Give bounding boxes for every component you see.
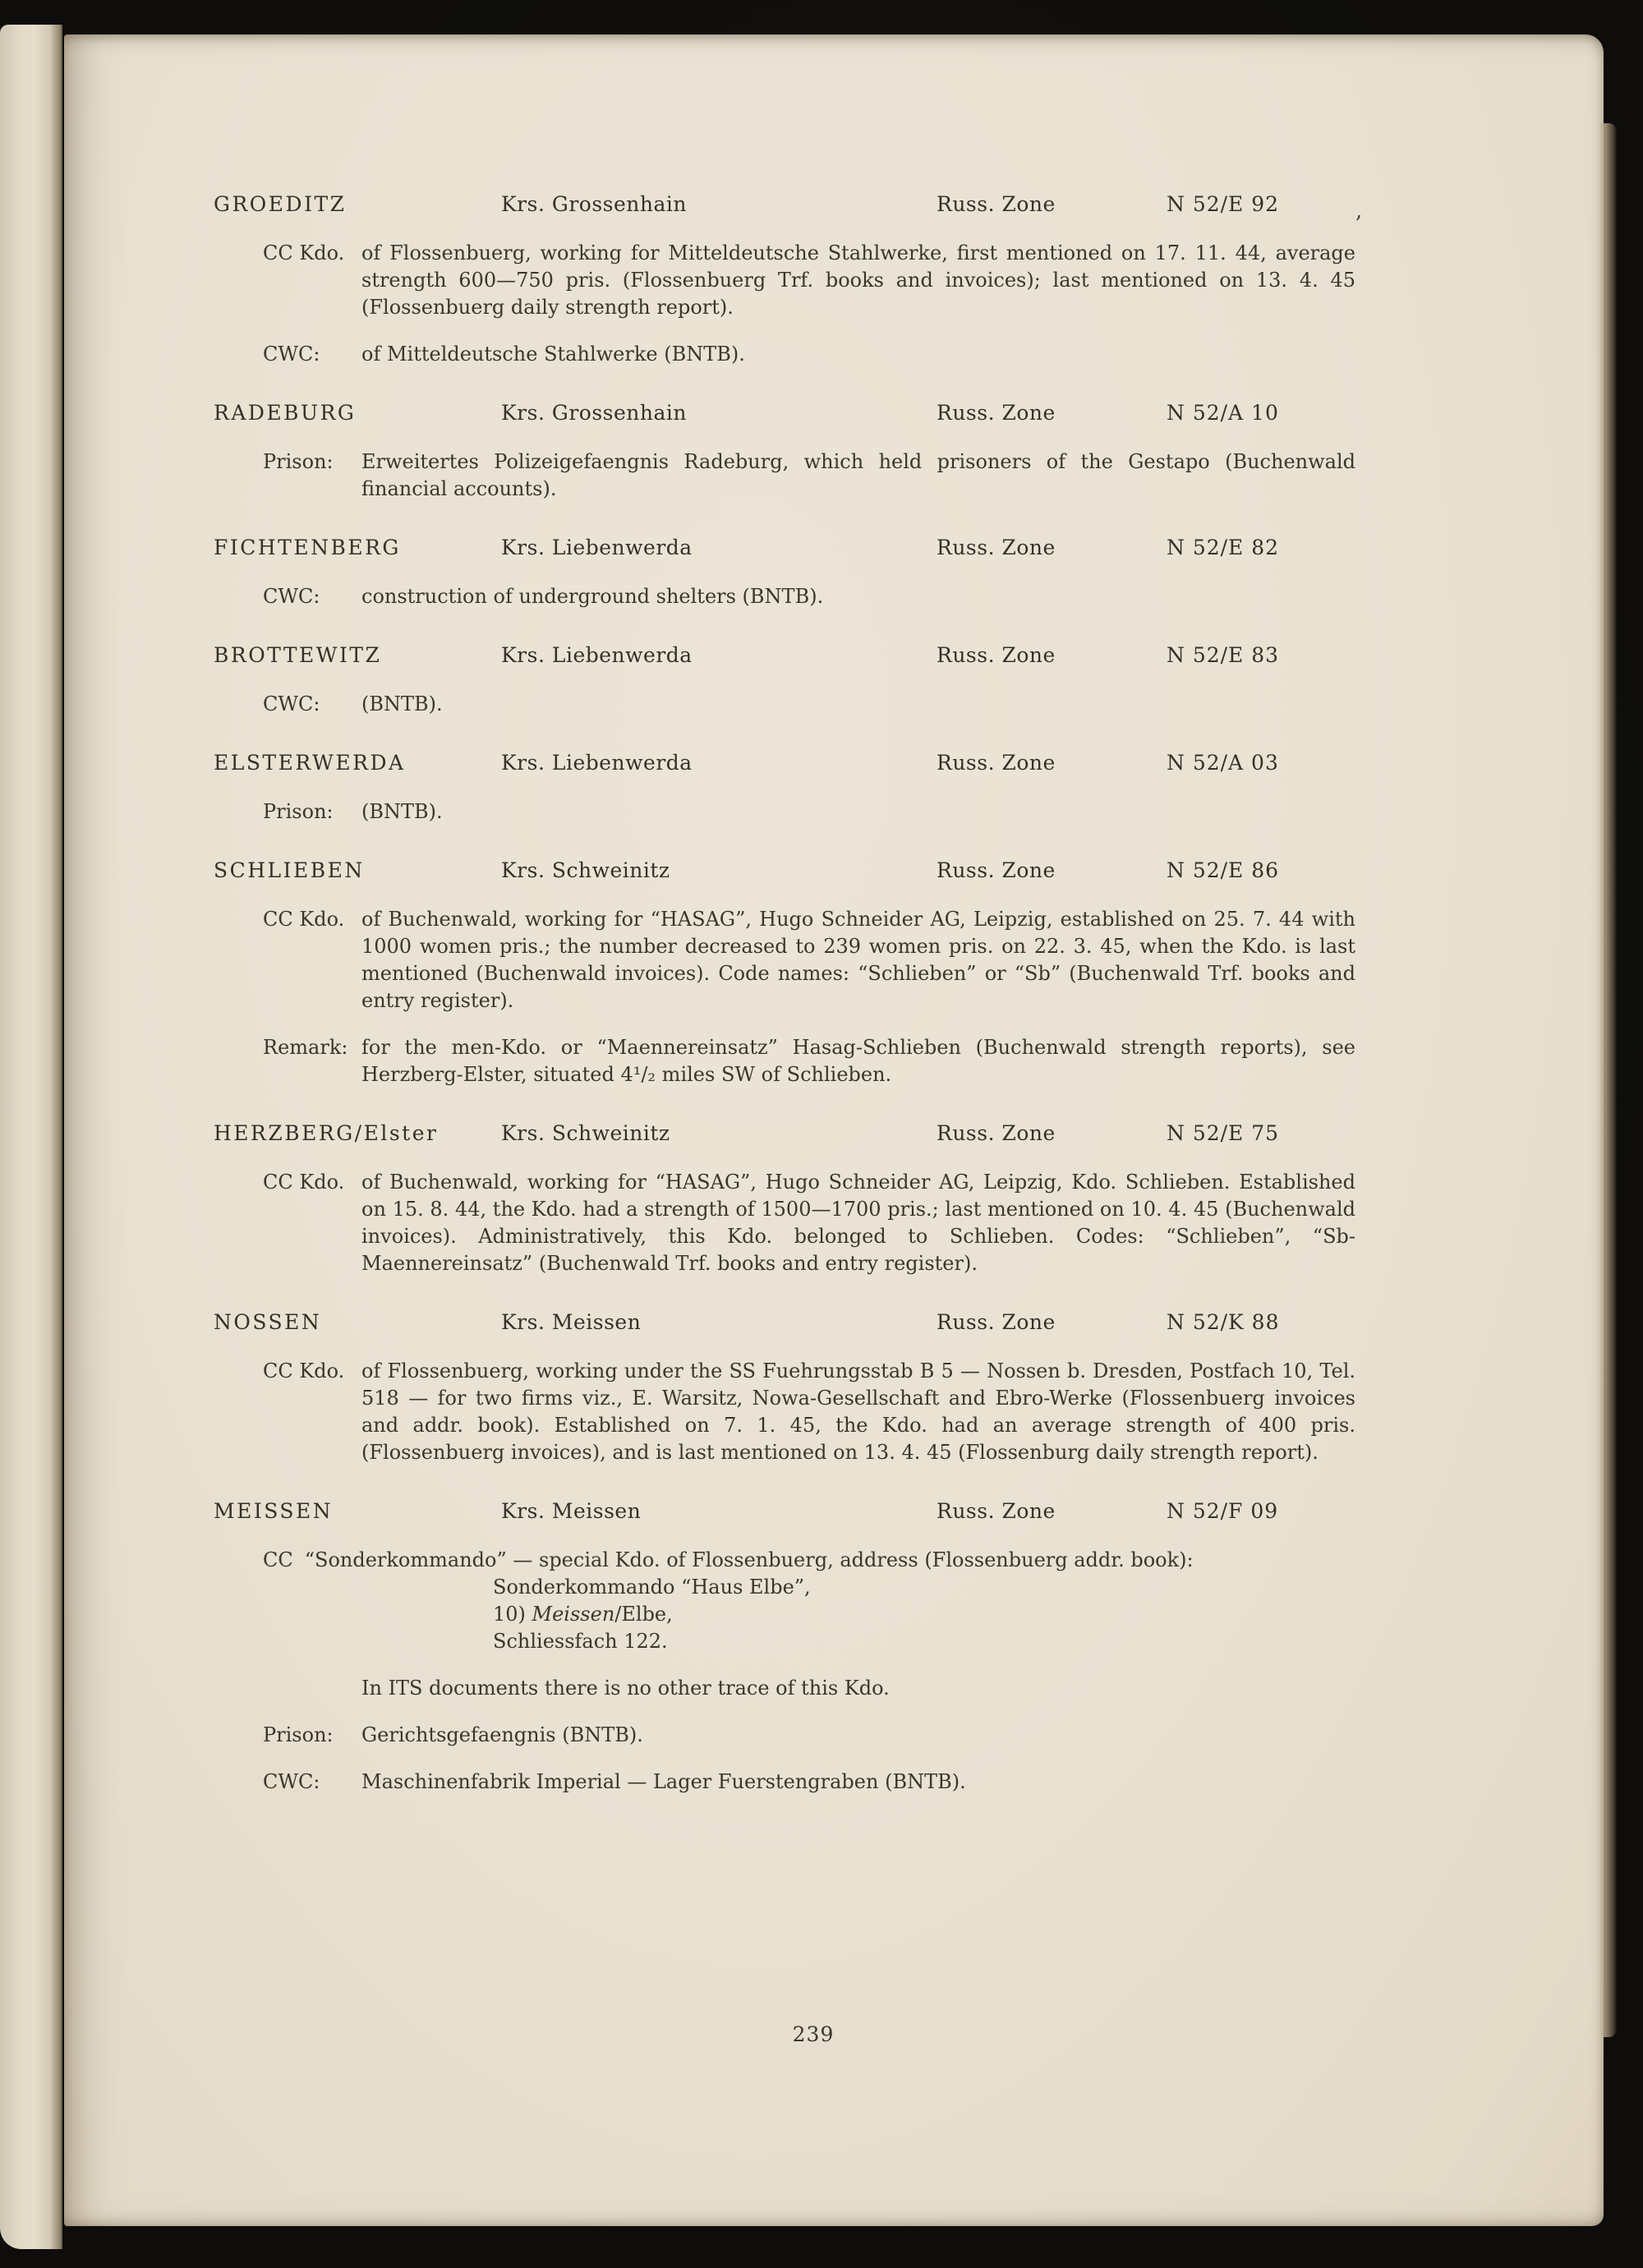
entry-place-name: MEISSEN: [214, 1499, 334, 1523]
entry-header-row: [214, 401, 1446, 429]
entry-body: [214, 583, 1446, 610]
entry-paragraph: [263, 1169, 1355, 1277]
page-stack-edge: [1600, 123, 1617, 2037]
address-line-prefix: 10): [493, 1603, 532, 1626]
entry-paragraph: [263, 341, 1355, 368]
paragraph-label: CC Kdo.: [263, 908, 345, 931]
paragraph-text: In ITS documents there is no other trace of this Kdo.: [361, 1677, 890, 1700]
entry-map-grid-reference: N 52/A 03: [1167, 751, 1279, 775]
entry-district: Krs. Meissen: [501, 1310, 642, 1334]
entry-district: Krs. Meissen: [501, 1499, 642, 1523]
paragraph-text: Gerichtsgefaengnis (BNTB).: [361, 1723, 643, 1746]
address-line-suffix: /Elbe,: [614, 1603, 673, 1626]
entry-header-row: [214, 643, 1446, 671]
entry-paragraph: [263, 1722, 1355, 1749]
paragraph-label: Prison:: [263, 450, 334, 473]
entry-header-row: [214, 751, 1446, 779]
camp-entry: [214, 536, 1446, 610]
entry-occupation-zone: Russ. Zone: [937, 192, 1056, 216]
entry-map-grid-reference: N 52/E 82: [1167, 536, 1280, 559]
paragraph-text: “Sonderkommando” — special Kdo. of Flossenbuerg, address (Flossenbuerg addr. book):: [304, 1548, 1194, 1571]
paragraph-label: CWC:: [263, 1770, 320, 1793]
entry-place-name: RADEBURG: [214, 401, 357, 425]
paragraph-text: of Buchenwald, working for “HASAG”, Hugo Schneider AG, Leipzig, established on 25. 7. 44 with 1000 women pris.; the number decreased to 239 women pris. on 22. 3. 45, when the Kdo. is last mentioned (Buchenwald invoices). Code names: “Schlieben” or “Sb” (Buchenwald Trf. books and entry register).: [361, 908, 1355, 1012]
entry-body: [214, 906, 1446, 1088]
address-line: [493, 1601, 1355, 1628]
paragraph-text: Erweitertes Polizeigefaengnis Radeburg, which held prisoners of the Gestapo (Buchenwald financial accounts).: [361, 450, 1355, 500]
entry-map-grid-reference: N 52/F 09: [1167, 1499, 1279, 1523]
entry-body: [214, 1169, 1446, 1277]
ink-speck: ,: [1355, 199, 1363, 223]
paragraph-text: for the men-Kdo. or “Maennereinsatz” Hasag-Schlieben (Buchenwald strength reports), see Herzberg-Elster, situated 4¹/₂ miles SW of Schlieben.: [361, 1036, 1355, 1086]
entry-district: Krs. Liebenwerda: [501, 643, 693, 667]
entry-map-grid-reference: N 52/K 88: [1167, 1310, 1280, 1334]
paragraph-label: Prison:: [263, 1723, 334, 1746]
entry-body: [214, 1358, 1446, 1466]
entry-body: [214, 691, 1446, 718]
paragraph-label: Remark:: [263, 1036, 348, 1059]
camp-entry: [214, 401, 1446, 503]
address-line: Schliessfach 122.: [493, 1630, 668, 1653]
paragraph-text: of Flossenbuerg, working for Mitteldeutsche Stahlwerke, first mentioned on 17. 11. 44, average strength 600—750 pris. (Flossenbuerg Trf. books and invoices); last mentioned on 13. 4. 45 (Flossenbuerg daily strength report).: [361, 242, 1355, 319]
paragraph-text: (BNTB).: [361, 800, 443, 823]
entry-occupation-zone: Russ. Zone: [937, 401, 1056, 425]
address-line: Sonderkommando “Haus Elbe”,: [493, 1576, 811, 1599]
entries-list: [214, 192, 1446, 1829]
paragraph-label: Prison:: [263, 800, 334, 823]
entry-occupation-zone: Russ. Zone: [937, 536, 1056, 559]
entry-paragraph: [263, 1769, 1355, 1796]
paragraph-label: CWC:: [263, 692, 320, 715]
entry-paragraph: [263, 906, 1355, 1014]
entry-header-row: [214, 858, 1446, 886]
previous-page-edge: [0, 25, 62, 2249]
entry-paragraph: [263, 691, 1355, 718]
entry-paragraph: [263, 1034, 1355, 1088]
camp-entry: [214, 1310, 1446, 1466]
entry-district: Krs. Schweinitz: [501, 1121, 670, 1145]
entry-paragraph: [263, 449, 1355, 503]
address-line-italic: Meissen: [532, 1603, 615, 1626]
paragraph-label: CC Kdo.: [263, 1359, 345, 1382]
entry-occupation-zone: Russ. Zone: [937, 643, 1056, 667]
entry-map-grid-reference: N 52/E 75: [1167, 1121, 1280, 1145]
entry-map-grid-reference: N 52/E 86: [1167, 858, 1280, 882]
entry-header-row: [214, 1121, 1446, 1149]
entry-place-name: NOSSEN: [214, 1310, 322, 1334]
paragraph-label: CWC:: [263, 343, 320, 366]
entry-district: Krs. Grossenhain: [501, 192, 687, 216]
entry-body: [214, 1547, 1446, 1796]
paragraph-text: (BNTB).: [361, 692, 443, 715]
entry-paragraph: [263, 1547, 1355, 1655]
entry-header-row: [214, 1310, 1446, 1338]
paragraph-text: of Flossenbuerg, working under the SS Fuehrungsstab B 5 — Nossen b. Dresden, Postfach 10, Tel. 518 — for two firms viz., E. Warsitz, Nowa-Gesellschaft and Ebro-Werke (Flossenbuerg invoices and addr. book). Established on 7. 1. 45, the Kdo. had an average strength of 400 pris. (Flossenbuerg invoices), and is last mentioned on 13. 4. 45 (Flossenburg daily strength report).: [361, 1359, 1355, 1464]
paragraph-label: CWC:: [263, 585, 320, 608]
entry-occupation-zone: Russ. Zone: [937, 858, 1056, 882]
entry-occupation-zone: Russ. Zone: [937, 1499, 1056, 1523]
entry-district: Krs. Schweinitz: [501, 858, 670, 882]
entry-occupation-zone: Russ. Zone: [937, 1310, 1056, 1334]
camp-entry: [214, 1121, 1446, 1277]
entry-body: [214, 798, 1446, 826]
paragraph-label: CC Kdo.: [263, 1171, 345, 1194]
address-block: [493, 1574, 1355, 1655]
entry-header-row: [214, 536, 1446, 564]
entry-body: [214, 240, 1446, 368]
page-number: 239: [792, 2022, 835, 2046]
entry-paragraph: [263, 240, 1355, 321]
entry-paragraph: [263, 1358, 1355, 1466]
entry-district: Krs. Liebenwerda: [501, 536, 693, 559]
paragraph-text: of Mitteldeutsche Stahlwerke (BNTB).: [361, 343, 745, 366]
entry-district: Krs. Liebenwerda: [501, 751, 693, 775]
entry-place-name: GROEDITZ: [214, 192, 347, 216]
entry-header-row: [214, 192, 1446, 223]
entry-paragraph: [263, 798, 1355, 826]
camp-entry: [214, 643, 1446, 718]
paragraph-text: of Buchenwald, working for “HASAG”, Hugo Schneider AG, Leipzig, Kdo. Schlieben. Established on 15. 8. 44, the Kdo. had a strength of 1500—1700 pris.; last mentioned on 10. 4. 45 (Buchenwald invoices). Administratively, this Kdo. belonged to Schlieben. Codes: “Schlieben”, “Sb-Maennereinsatz” (Buchenwald Trf. books and entry register).: [361, 1171, 1355, 1275]
camp-entry: [214, 192, 1446, 368]
entry-map-grid-reference: N 52/E 92: [1167, 192, 1280, 216]
entry-occupation-zone: Russ. Zone: [937, 751, 1056, 775]
entry-place-name: FICHTENBERG: [214, 536, 401, 559]
camp-entry: [214, 858, 1446, 1088]
camp-entry: [214, 1499, 1446, 1796]
entry-header-row: [214, 1499, 1446, 1527]
entry-district: Krs. Grossenhain: [501, 401, 687, 425]
entry-place-name: BROTTEWITZ: [214, 643, 382, 667]
entry-map-grid-reference: N 52/A 10: [1167, 401, 1279, 425]
entry-occupation-zone: Russ. Zone: [937, 1121, 1056, 1145]
entry-paragraph: [263, 583, 1355, 610]
entry-place-name: SCHLIEBEN: [214, 858, 365, 882]
entry-place-name: ELSTERWERDA: [214, 751, 406, 775]
entry-paragraph: [263, 1675, 1355, 1702]
paragraph-text: Maschinenfabrik Imperial — Lager Fuerstengraben (BNTB).: [361, 1770, 966, 1793]
paragraph-text: construction of underground shelters (BNTB).: [361, 585, 824, 608]
entry-body: [214, 449, 1446, 503]
paragraph-label: CC: [263, 1548, 293, 1571]
paragraph-label: CC Kdo.: [263, 242, 345, 265]
camp-entry: [214, 751, 1446, 826]
entry-map-grid-reference: N 52/E 83: [1167, 643, 1280, 667]
book-page: [64, 35, 1604, 2226]
entry-place-name: HERZBERG/Elster: [214, 1121, 439, 1145]
